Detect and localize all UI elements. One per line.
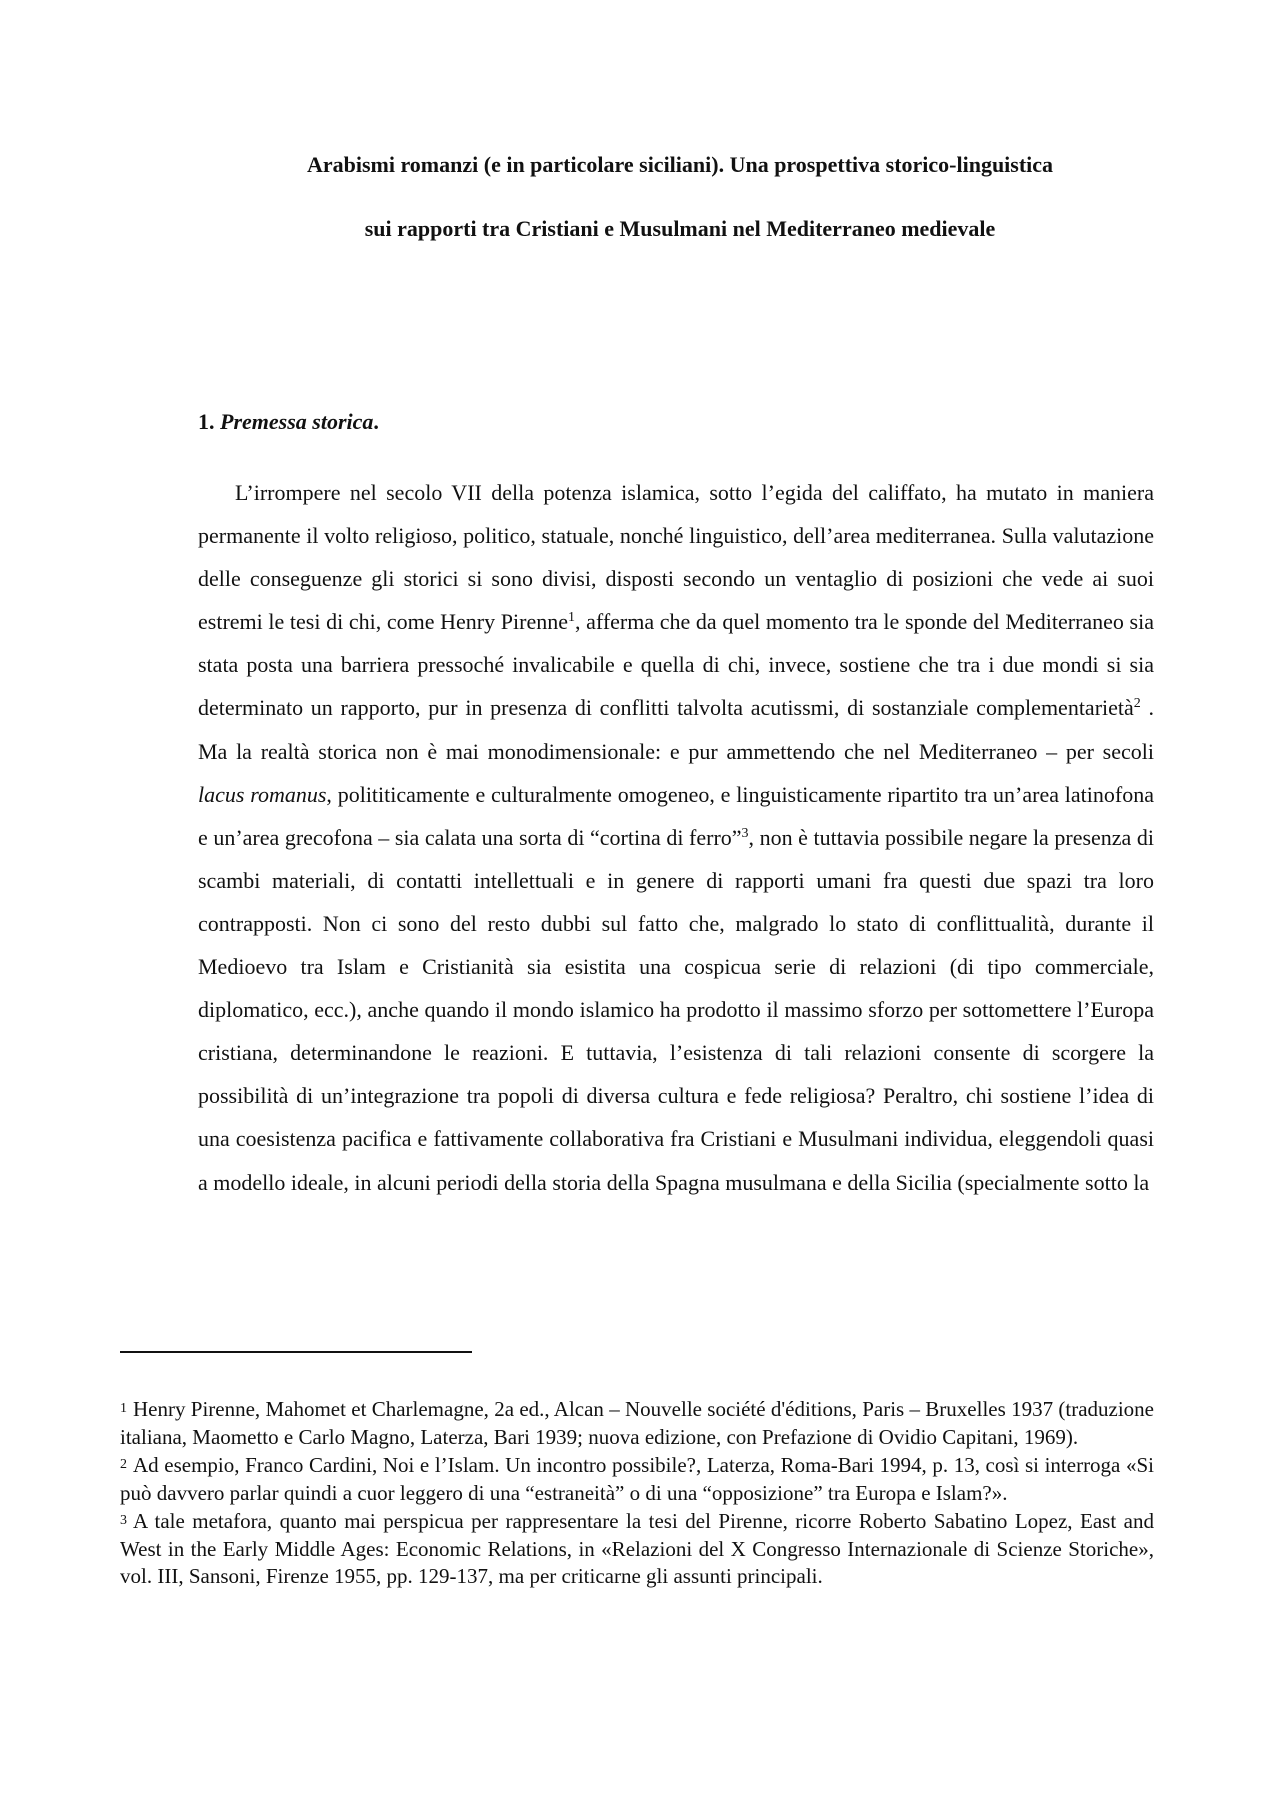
footnote-ref-1[interactable]: 1 xyxy=(567,610,575,626)
body-text-part-5: , non è tuttavia possibile negare la presenza di scambi materiali, di contatti intellettuali e in genere di rapporti umani fra questi due spazi tra loro contrapposti. Non ci sono del resto dubbi sul fatto che, malgrado lo stato di conflittualità, durante il Medioevo tra Islam e Cristianità sia esistita una cospicua serie di relazioni (di tipo commerciale, diplomatico, ecc.), anche quando il mondo islamico ha prodotto il massimo sforzo per sottomettere l’Europa cristiana, determinandone le reazioni. E tuttavia, l’esistenza di tali relazioni consente di scorgere la possibilità di un’integrazione tra popoli di diversa cultura e fede religiosa? Peraltro, chi sostiene l’idea di una coesistenza pacifica e fattivamente collaborativa fra Cristiani e Musulmani individua, eleggendoli quasi a modello ideale, in alcuni periodi della storia della Spagna musulmana e della Sicilia (specialmente sotto la xyxy=(198,824,1154,1195)
footnote-text: Ad esempio, Franco Cardini, Noi e l’Islam. Un incontro possibile?, Laterza, Roma-Bari 1994, p. 13, così si interroga «Si può davvero parlar quindi a cuor leggero di una “estraneità” o di una “opposizione” tra Europa e Islam?». xyxy=(120,1453,1154,1505)
body-paragraph xyxy=(198,471,1154,1204)
body-text-part-4: , polititicamente e culturalmente omogeneo, e linguisticamente ripartito tra un’area latinofona e un’area grecofona – sia calata una sorta di “cortina di ferro” xyxy=(198,781,1154,850)
document-title-line-2: sui rapporti tra Cristiani e Musulmani nel Mediterraneo medievale xyxy=(364,216,996,241)
document-title-line-1: Arabismi romanzi (e in particolare siciliani). Una prospettiva storico-linguistica xyxy=(306,152,1054,177)
footnote-2 xyxy=(120,1451,1154,1507)
italic-phrase: lacus romanus xyxy=(198,781,327,807)
footnote-ref-2[interactable]: 2 xyxy=(1133,696,1141,712)
footnote-number: 2 xyxy=(120,1457,127,1472)
section-title: Premessa storica xyxy=(220,409,374,434)
footnote-number: 3 xyxy=(120,1513,127,1528)
body-text-part-3: . Ma la realtà storica non è mai monodimensionale: e pur ammettendo che nel Mediterraneo – per secoli xyxy=(198,695,1155,764)
footnote-number: 1 xyxy=(120,1401,127,1416)
section-title-end: . xyxy=(373,409,379,434)
footnote-separator xyxy=(120,1351,472,1353)
footnotes-section xyxy=(120,1395,1154,1591)
footnote-text: A tale metafora, quanto mai perspicua per rappresentare la tesi del Pirenne, ricorre Roberto Sabatino Lopez, East and West in the Early Middle Ages: Economic Relations, in «Relazioni del X Congresso Internazionale di Scienze Storiche», vol. III, Sansoni, Firenze 1955, pp. 129-137, ma per criticarne gli assunti principali. xyxy=(120,1509,1154,1588)
section-number: 1. xyxy=(198,409,215,434)
body-text-part-2: , afferma che da quel momento tra le sponde del Mediterraneo sia stata posta una barriera pressoché invalicabile e quella di chi, invece, sostiene che tra i due mondi si sia determinato un rapporto, pur in presenza di conflitti talvolta acutissmi, di sostanziale complementarietà xyxy=(198,609,1155,721)
footnote-ref-3[interactable]: 3 xyxy=(741,825,749,841)
footnote-1 xyxy=(120,1395,1154,1451)
footnote-3 xyxy=(120,1507,1154,1591)
body-text-part-1: L’irrompere nel secolo VII della potenza islamica, sotto l’egida del califfato, ha mutato in maniera permanente il volto religioso, politico, statuale, nonché linguistico, dell’area mediterranea. Sulla valutazione delle conseguenze gli storici si sono divisi, disposti secondo un ventaglio di posizioni che vede ai suoi estremi le tesi di chi, come Henry Pirenne xyxy=(198,480,1154,635)
footnote-text: Henry Pirenne, Mahomet et Charlemagne, 2a ed., Alcan – Nouvelle société d'éditions, Paris – Bruxelles 1937 (traduzione italiana, Maometto e Carlo Magno, Laterza, Bari 1939; nuova edizione, con Prefazione di Ovidio Capitani, 1969). xyxy=(120,1397,1154,1449)
section-heading xyxy=(198,409,379,435)
